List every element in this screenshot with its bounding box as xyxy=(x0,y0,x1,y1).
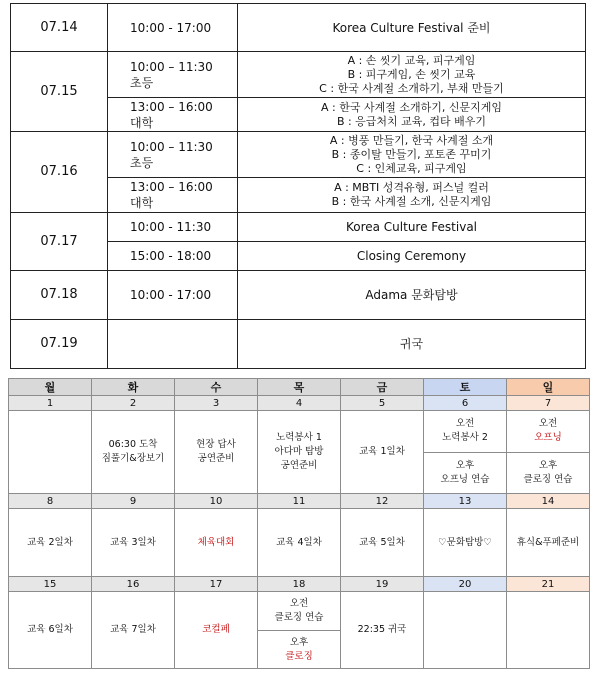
day-event: 교육 3일차 xyxy=(92,509,175,577)
day-event: 체육대회 xyxy=(175,509,258,577)
schedule-row-0717-a xyxy=(11,212,586,241)
event-row xyxy=(9,509,590,577)
day-number: 19 xyxy=(341,577,424,592)
schedule-row-0718 xyxy=(11,270,586,319)
day-number: 16 xyxy=(92,577,175,592)
day-event: 코컬페 xyxy=(175,592,258,669)
day-event: 교육 1일차 xyxy=(341,411,424,494)
day-number: 10 xyxy=(175,494,258,509)
day-number: 2 xyxy=(92,396,175,411)
weekday-tue: 화 xyxy=(92,379,175,396)
time-cell: 10:00 - 11:30 xyxy=(108,212,238,241)
day-number: 17 xyxy=(175,577,258,592)
event-cell: Korea Culture Festival 준비 xyxy=(238,4,586,52)
schedule-row-0714 xyxy=(11,4,586,52)
event-cell: 귀국 xyxy=(238,319,586,368)
activity-cell: A : 손 씻기 교육, 피구게임 B : 피구게임, 손 씻기 교육 C : 한국 사계절 소개하기, 부채 만들기 xyxy=(238,52,586,98)
day-event: 휴식&푸페준비 xyxy=(507,509,590,577)
day-event xyxy=(424,592,507,669)
day-number: 20 xyxy=(424,577,507,592)
day-event xyxy=(9,411,92,494)
time-cell: 10:00 – 11:30 초등 xyxy=(108,132,238,178)
event-cell: Adama 문화탐방 xyxy=(238,270,586,319)
activity-cell: A : 한국 사계절 소개하기, 신문지게임 B : 응급처치 교육, 컵타 배우기 xyxy=(238,98,586,132)
day-number: 18 xyxy=(258,577,341,592)
day-event: 교육 4일차 xyxy=(258,509,341,577)
weekday-header-row xyxy=(9,379,590,396)
schedule-row-0719 xyxy=(11,319,586,368)
time-cell: 15:00 - 18:00 xyxy=(108,241,238,270)
date-cell: 07.16 xyxy=(11,132,108,212)
day-event: 현장 답사 공연준비 xyxy=(175,411,258,494)
date-cell: 07.15 xyxy=(11,52,108,132)
day-event: 교육 6일차 xyxy=(9,592,92,669)
weekday-mon: 월 xyxy=(9,379,92,396)
day-number: 13 xyxy=(424,494,507,509)
day-event: ♡문화탐방♡ xyxy=(424,509,507,577)
event-row xyxy=(9,592,590,669)
day-event-split: 오전 노력봉사 2 오후 오프닝 연습 xyxy=(424,411,507,494)
weekday-wed: 수 xyxy=(175,379,258,396)
time-cell: 10:00 - 17:00 xyxy=(108,270,238,319)
day-number: 9 xyxy=(92,494,175,509)
day-number: 4 xyxy=(258,396,341,411)
date-cell: 07.17 xyxy=(11,212,108,270)
day-number-row xyxy=(9,494,590,509)
date-cell: 07.18 xyxy=(11,270,108,319)
schedule-row-0716-a xyxy=(11,132,586,178)
day-event: 교육 7일차 xyxy=(92,592,175,669)
day-number: 6 xyxy=(424,396,507,411)
weekday-thu: 목 xyxy=(258,379,341,396)
day-number: 15 xyxy=(9,577,92,592)
event-cell: Closing Ceremony xyxy=(238,241,586,270)
day-number-row xyxy=(9,396,590,411)
day-event: 22:35 귀국 xyxy=(341,592,424,669)
schedule-row-0715-a xyxy=(11,52,586,98)
day-event: 교육 2일차 xyxy=(9,509,92,577)
monthly-calendar xyxy=(8,378,590,683)
day-number: 1 xyxy=(9,396,92,411)
schedule-table xyxy=(10,3,585,369)
day-event: 교육 5일차 xyxy=(341,509,424,577)
day-event: 06:30 도착 짐풀기&장보기 xyxy=(92,411,175,494)
day-number: 14 xyxy=(507,494,590,509)
activity-cell: A : 병풍 만들기, 한국 사계절 소개 B : 종이탈 만들기, 포토존 꾸미기 C : 인체교육, 피구게임 xyxy=(238,132,586,178)
date-cell: 07.19 xyxy=(11,319,108,368)
day-event-split: 오전 오프닝 오후 클로징 연습 xyxy=(507,411,590,494)
time-cell: 13:00 – 16:00 대학 xyxy=(108,98,238,132)
day-number: 3 xyxy=(175,396,258,411)
event-cell: Korea Culture Festival xyxy=(238,212,586,241)
day-number: 11 xyxy=(258,494,341,509)
day-number: 5 xyxy=(341,396,424,411)
activity-cell: A : MBTI 성격유형, 퍼스널 컬러 B : 한국 사계절 소개, 신문지게임 xyxy=(238,178,586,212)
day-number-row xyxy=(9,577,590,592)
day-number: 7 xyxy=(507,396,590,411)
day-event-split: 오전 클로징 연습 오후 클로징 xyxy=(258,592,341,669)
weekday-sun: 일 xyxy=(507,379,590,396)
day-number: 8 xyxy=(9,494,92,509)
weekday-fri: 금 xyxy=(341,379,424,396)
day-event: 노력봉사 1 아다마 탐방 공연준비 xyxy=(258,411,341,494)
weekday-sat: 토 xyxy=(424,379,507,396)
day-number: 12 xyxy=(341,494,424,509)
day-number: 21 xyxy=(507,577,590,592)
date-cell: 07.14 xyxy=(11,4,108,52)
time-cell: 13:00 – 16:00 대학 xyxy=(108,178,238,212)
event-row xyxy=(9,411,590,494)
time-cell: 10:00 – 11:30 초등 xyxy=(108,52,238,98)
time-cell xyxy=(108,319,238,368)
time-cell: 10:00 - 17:00 xyxy=(108,4,238,52)
day-event xyxy=(507,592,590,669)
